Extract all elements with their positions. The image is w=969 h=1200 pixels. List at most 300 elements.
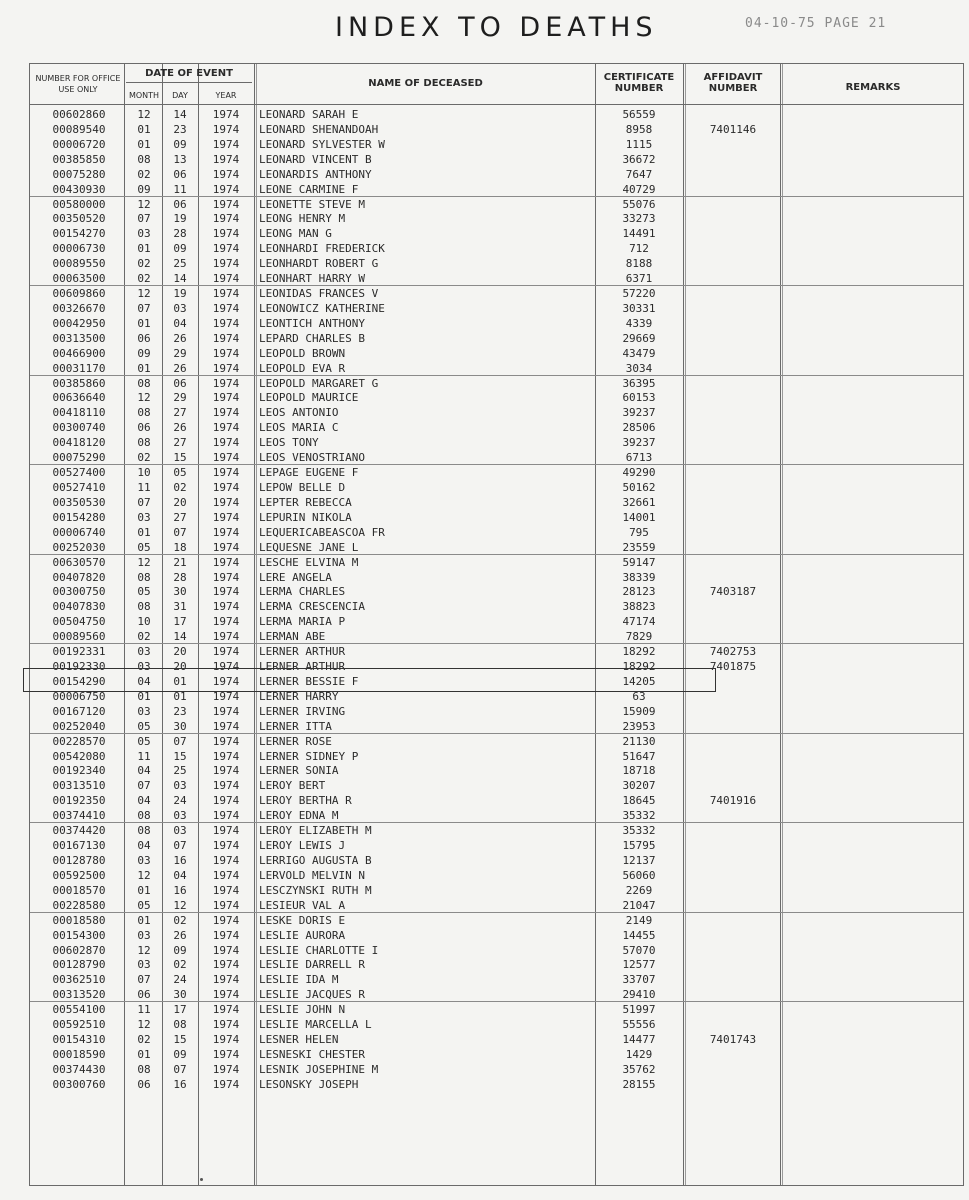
event-month: 02 — [137, 272, 151, 286]
event-month: 04 — [137, 764, 151, 778]
certificate-number: 55076 — [622, 197, 656, 211]
event-day: 29 — [173, 346, 187, 360]
event-month: 08 — [137, 152, 151, 166]
event-year: 1974 — [212, 406, 240, 420]
deceased-name: LEONETTE STEVE M — [259, 197, 365, 211]
event-year: 1974 — [212, 391, 240, 405]
table-row — [30, 868, 963, 883]
event-month: 12 — [137, 868, 151, 882]
event-month: 12 — [137, 108, 151, 121]
deceased-name: LEONIDAS FRANCES V — [259, 287, 379, 301]
certificate-number: 35332 — [622, 809, 656, 823]
certificate-number: 23953 — [622, 719, 656, 733]
certificate-number: 28155 — [622, 1077, 656, 1091]
header-number: NUMBER FOR OFFICE USE ONLY — [35, 74, 121, 94]
event-year: 1974 — [212, 630, 240, 644]
deceased-name: LEPTER REBECCA — [259, 495, 352, 509]
office-number: 00154310 — [52, 1033, 106, 1047]
office-number: 00018580 — [52, 913, 106, 927]
certificate-number: 28506 — [622, 421, 656, 435]
event-day: 23 — [173, 704, 187, 718]
deceased-name: LEONARD SYLVESTER W — [259, 137, 385, 151]
office-number: 00006750 — [52, 689, 106, 703]
deceased-name: LERNER SIDNEY P — [259, 749, 359, 763]
table-row — [30, 599, 963, 614]
certificate-number: 29410 — [622, 988, 656, 1002]
event-year: 1974 — [212, 585, 240, 599]
table-row — [30, 226, 963, 241]
event-year: 1974 — [212, 764, 240, 778]
certificate-number: 6713 — [625, 451, 653, 465]
deceased-name: LESONSKY JOSEPH — [259, 1077, 359, 1091]
event-month: 01 — [137, 137, 151, 151]
certificate-number: 28123 — [622, 585, 656, 599]
event-month: 05 — [137, 734, 151, 748]
event-year: 1974 — [212, 794, 240, 808]
event-year: 1974 — [212, 734, 240, 748]
group-divider — [30, 733, 963, 734]
event-day: 24 — [173, 794, 187, 808]
event-year: 1974 — [212, 600, 240, 614]
event-day: 28 — [173, 570, 187, 584]
table-row — [30, 286, 963, 301]
table-row — [30, 853, 963, 868]
certificate-number: 57220 — [622, 287, 656, 301]
event-month: 08 — [137, 1062, 151, 1076]
event-year: 1974 — [212, 854, 240, 867]
event-month: 06 — [137, 988, 151, 1002]
deceased-name: LEOPOLD BROWN — [259, 346, 346, 360]
table-row — [30, 778, 963, 793]
event-month: 06 — [137, 421, 151, 435]
deceased-name: LERE ANGELA — [259, 570, 332, 584]
table-row — [30, 704, 963, 719]
table-row — [30, 525, 963, 540]
certificate-number: 59147 — [622, 555, 656, 569]
certificate-number: 3034 — [625, 361, 653, 375]
affidavit-number: 7401743 — [709, 1033, 757, 1047]
deceased-name: LEPAGE EUGENE F — [259, 466, 359, 480]
group-divider — [30, 1001, 963, 1002]
table-row — [30, 211, 963, 226]
event-month: 03 — [137, 958, 151, 972]
event-month: 01 — [137, 316, 151, 330]
deceased-name: LEPARD CHARLES B — [259, 331, 365, 345]
deceased-name: LESIEUR VAL A — [259, 898, 346, 912]
deceased-name: LEOPOLD MARGARET G — [259, 376, 379, 390]
event-year: 1974 — [212, 152, 240, 166]
event-year: 1974 — [212, 704, 240, 718]
office-number: 00192350 — [52, 794, 106, 808]
table-row — [30, 957, 963, 972]
event-month: 02 — [137, 257, 151, 271]
event-day: 06 — [173, 376, 187, 390]
deceased-name: LEROY BERT — [259, 779, 326, 793]
table-row — [30, 420, 963, 435]
event-month: 08 — [137, 570, 151, 584]
event-day: 07 — [173, 1062, 187, 1076]
table-row — [30, 1002, 963, 1017]
deceased-name: LERNER ARTHUR — [259, 645, 346, 659]
event-day: 03 — [173, 301, 187, 315]
office-number: 00154290 — [52, 674, 106, 688]
table-row — [30, 137, 963, 152]
event-month: 07 — [137, 212, 151, 226]
office-number: 00128780 — [52, 854, 106, 867]
deceased-name: LEOS ANTONIO — [259, 406, 339, 420]
certificate-number: 50162 — [622, 481, 656, 494]
event-year: 1974 — [212, 749, 240, 763]
table-row — [30, 1017, 963, 1032]
office-number: 00636640 — [52, 391, 106, 405]
office-number: 00006730 — [52, 242, 106, 256]
office-number: 00602870 — [52, 943, 106, 957]
deceased-name: LERMAN ABE — [259, 630, 326, 644]
office-number: 00006740 — [52, 525, 106, 539]
event-month: 03 — [137, 645, 151, 659]
event-day: 29 — [173, 391, 187, 405]
office-number: 00630570 — [52, 555, 106, 569]
event-month: 08 — [137, 376, 151, 390]
affidavit-number: 7402753 — [709, 645, 757, 659]
office-number: 00374420 — [52, 824, 106, 838]
event-year: 1974 — [212, 122, 240, 136]
event-month: 01 — [137, 242, 151, 256]
event-day: 08 — [173, 1018, 187, 1032]
certificate-number: 12577 — [622, 958, 656, 972]
office-number: 00300740 — [52, 421, 106, 435]
event-month: 03 — [137, 704, 151, 718]
table-row — [30, 510, 963, 525]
table-row — [30, 256, 963, 271]
deceased-name: LESLIE MARCELLA L — [259, 1018, 372, 1032]
event-year: 1974 — [212, 227, 240, 241]
deceased-name: LEONHARDT ROBERT G — [259, 257, 379, 271]
event-day: 28 — [173, 227, 187, 241]
event-month: 04 — [137, 674, 151, 688]
certificate-number: 7647 — [625, 167, 653, 181]
certificate-number: 38823 — [622, 600, 656, 614]
event-month: 07 — [137, 301, 151, 315]
certificate-number: 2149 — [625, 913, 653, 927]
deceased-name: LEONARD SHENANDOAH — [259, 122, 379, 136]
table-row — [30, 346, 963, 361]
office-number: 00075290 — [52, 451, 106, 465]
certificate-number: 39237 — [622, 436, 656, 450]
certificate-number: 32661 — [622, 495, 656, 509]
office-number: 00252030 — [52, 540, 106, 554]
event-year: 1974 — [212, 928, 240, 942]
deceased-name: LESLIE JOHN N — [259, 1003, 346, 1017]
certificate-number: 8958 — [625, 122, 653, 136]
event-day: 09 — [173, 1047, 187, 1061]
event-year: 1974 — [212, 973, 240, 987]
event-day: 17 — [173, 1003, 187, 1017]
event-month: 03 — [137, 928, 151, 942]
office-number: 00580000 — [52, 197, 106, 211]
office-number: 00031170 — [52, 361, 106, 375]
office-number: 00192331 — [52, 645, 106, 659]
event-day: 09 — [173, 242, 187, 256]
page-title: INDEX TO DEATHS — [335, 12, 658, 43]
event-year: 1974 — [212, 346, 240, 360]
table-row — [30, 1062, 963, 1077]
event-month: 04 — [137, 794, 151, 808]
table-row — [30, 167, 963, 182]
certificate-number: 30331 — [622, 301, 656, 315]
deceased-name: LEOS VENOSTRIANO — [259, 451, 365, 465]
table-row — [30, 122, 963, 137]
event-month: 10 — [137, 466, 151, 480]
office-number: 00228570 — [52, 734, 106, 748]
deceased-name: LERMA MARIA P — [259, 615, 346, 629]
table-row — [30, 584, 963, 599]
certificate-number: 18718 — [622, 764, 656, 778]
event-year: 1974 — [212, 376, 240, 390]
event-day: 14 — [173, 272, 187, 286]
event-year: 1974 — [212, 167, 240, 181]
office-number: 00313510 — [52, 779, 106, 793]
event-day: 04 — [173, 868, 187, 882]
deceased-name: LERNER BESSIE F — [259, 674, 359, 688]
deceased-name: LEROY ELIZABETH M — [259, 824, 372, 838]
event-year: 1974 — [212, 570, 240, 584]
group-divider — [30, 912, 963, 913]
certificate-number: 57070 — [622, 943, 656, 957]
event-day: 09 — [173, 137, 187, 151]
office-number: 00018570 — [52, 883, 106, 897]
event-day: 14 — [173, 630, 187, 644]
event-year: 1974 — [212, 1062, 240, 1076]
certificate-number: 51997 — [622, 1003, 656, 1017]
event-day: 03 — [173, 824, 187, 838]
deceased-name: LERVOLD MELVIN N — [259, 868, 365, 882]
table-row — [30, 450, 963, 465]
certificate-number: 2269 — [625, 883, 653, 897]
event-month: 01 — [137, 361, 151, 375]
office-number: 00407830 — [52, 600, 106, 614]
office-number: 00228580 — [52, 898, 106, 912]
event-day: 30 — [173, 988, 187, 1002]
event-day: 04 — [173, 316, 187, 330]
certificate-number: 18292 — [622, 645, 656, 659]
event-day: 06 — [173, 197, 187, 211]
event-month: 01 — [137, 1047, 151, 1061]
event-day: 18 — [173, 540, 187, 554]
certificate-number: 30207 — [622, 779, 656, 793]
group-divider — [30, 822, 963, 823]
event-day: 06 — [173, 167, 187, 181]
event-month: 07 — [137, 973, 151, 987]
event-day: 26 — [173, 421, 187, 435]
office-number: 00362510 — [52, 973, 106, 987]
event-year: 1974 — [212, 615, 240, 629]
event-month: 11 — [137, 1003, 151, 1017]
event-day: 21 — [173, 555, 187, 569]
event-year: 1974 — [212, 809, 240, 823]
event-month: 03 — [137, 660, 151, 674]
certificate-number: 29669 — [622, 331, 656, 345]
deceased-name: LESLIE IDA M — [259, 973, 339, 987]
affidavit-number: 7401916 — [709, 794, 757, 808]
event-day: 03 — [173, 779, 187, 793]
office-number: 00374410 — [52, 809, 106, 823]
header-affidavit: AFFIDAVIT NUMBER — [703, 72, 763, 94]
event-month: 10 — [137, 615, 151, 629]
office-number: 00385860 — [52, 376, 106, 390]
header-month: MONTH — [128, 91, 160, 100]
table-row — [30, 435, 963, 450]
certificate-number: 7829 — [625, 630, 653, 644]
table-row — [30, 614, 963, 629]
office-number: 00350520 — [52, 212, 106, 226]
office-number: 00592500 — [52, 868, 106, 882]
certificate-number: 40729 — [622, 182, 656, 196]
certificate-number: 63 — [632, 689, 646, 703]
event-year: 1974 — [212, 913, 240, 927]
event-month: 05 — [137, 898, 151, 912]
table-row — [30, 331, 963, 346]
deceased-name: LEONARDIS ANTHONY — [259, 167, 372, 181]
event-year: 1974 — [212, 958, 240, 972]
event-month: 08 — [137, 436, 151, 450]
certificate-number: 14477 — [622, 1033, 656, 1047]
table-row — [30, 972, 963, 987]
table-row — [30, 570, 963, 585]
office-number: 00418120 — [52, 436, 106, 450]
event-month: 01 — [137, 525, 151, 539]
event-month: 12 — [137, 287, 151, 301]
deceased-name: LESKE DORIS E — [259, 913, 346, 927]
event-year: 1974 — [212, 272, 240, 286]
event-month: 06 — [137, 331, 151, 345]
event-year: 1974 — [212, 1003, 240, 1017]
certificate-number: 8188 — [625, 257, 653, 271]
event-month: 01 — [137, 122, 151, 136]
event-month: 06 — [137, 1077, 151, 1091]
certificate-number: 14001 — [622, 510, 656, 524]
event-day: 05 — [173, 466, 187, 480]
event-year: 1974 — [212, 495, 240, 509]
group-divider — [30, 643, 963, 644]
office-number: 00374430 — [52, 1062, 106, 1076]
event-month: 08 — [137, 600, 151, 614]
deceased-name: LEONHART HARRY W — [259, 272, 365, 286]
table-row — [30, 555, 963, 570]
certificate-number: 56060 — [622, 868, 656, 882]
deceased-name: LEONTICH ANTHONY — [259, 316, 365, 330]
table-row — [30, 629, 963, 644]
event-year: 1974 — [212, 689, 240, 703]
certificate-number: 18645 — [622, 794, 656, 808]
office-number: 00602860 — [52, 108, 106, 121]
office-number: 00542080 — [52, 749, 106, 763]
deceased-name: LEONOWICZ KATHERINE — [259, 301, 385, 315]
affidavit-number: 7403187 — [709, 585, 757, 599]
table-row — [30, 182, 963, 197]
event-year: 1974 — [212, 481, 240, 494]
table-row — [30, 793, 963, 808]
deceased-name: LEONARD VINCENT B — [259, 152, 372, 166]
event-day: 03 — [173, 809, 187, 823]
event-day: 17 — [173, 615, 187, 629]
event-day: 12 — [173, 898, 187, 912]
deceased-name: LEONE CARMINE F — [259, 182, 359, 196]
deceased-name: LEPURIN NIKOLA — [259, 510, 352, 524]
event-day: 15 — [173, 451, 187, 465]
table-row — [30, 540, 963, 555]
deceased-name: LEONHARDI FREDERICK — [259, 242, 385, 256]
event-day: 02 — [173, 913, 187, 927]
event-year: 1974 — [212, 674, 240, 688]
deceased-name: LERNER IRVING — [259, 704, 346, 718]
table-row — [30, 1047, 963, 1062]
deceased-name: LERMA CHARLES — [259, 585, 346, 599]
event-month: 02 — [137, 630, 151, 644]
table-row — [30, 107, 963, 122]
office-number: 00592510 — [52, 1018, 106, 1032]
office-number: 00313500 — [52, 331, 106, 345]
event-day: 26 — [173, 928, 187, 942]
table-row — [30, 749, 963, 764]
event-month: 01 — [137, 913, 151, 927]
table-row — [30, 763, 963, 778]
event-month: 02 — [137, 451, 151, 465]
event-day: 13 — [173, 152, 187, 166]
event-year: 1974 — [212, 1047, 240, 1061]
event-day: 15 — [173, 1033, 187, 1047]
deceased-name: LERNER HARRY — [259, 689, 339, 703]
event-year: 1974 — [212, 257, 240, 271]
group-divider — [30, 375, 963, 376]
office-number: 00154280 — [52, 510, 106, 524]
event-year: 1974 — [212, 719, 240, 733]
event-month: 03 — [137, 854, 151, 867]
event-year: 1974 — [212, 287, 240, 301]
event-day: 20 — [173, 495, 187, 509]
event-month: 05 — [137, 585, 151, 599]
event-month: 12 — [137, 1018, 151, 1032]
event-month: 08 — [137, 809, 151, 823]
table-row — [30, 898, 963, 913]
office-number: 00430930 — [52, 182, 106, 196]
office-number: 00042950 — [52, 316, 106, 330]
event-day: 02 — [173, 958, 187, 972]
event-year: 1974 — [212, 988, 240, 1002]
office-number: 00167130 — [52, 839, 106, 853]
office-number: 00167120 — [52, 704, 106, 718]
table-row — [30, 495, 963, 510]
certificate-number: 14455 — [622, 928, 656, 942]
deceased-name: LESCHE ELVINA M — [259, 555, 359, 569]
event-month: 12 — [137, 197, 151, 211]
table-row — [30, 913, 963, 928]
event-month: 12 — [137, 943, 151, 957]
table-row — [30, 376, 963, 391]
event-day: 31 — [173, 600, 187, 614]
deceased-name: LESNIK JOSEPHINE M — [259, 1062, 379, 1076]
office-number: 00407820 — [52, 570, 106, 584]
event-day: 24 — [173, 973, 187, 987]
event-year: 1974 — [212, 436, 240, 450]
certificate-number: 39237 — [622, 406, 656, 420]
certificate-number: 56559 — [622, 108, 656, 121]
office-number: 00554100 — [52, 1003, 106, 1017]
event-day: 23 — [173, 122, 187, 136]
event-year: 1974 — [212, 301, 240, 315]
header-remarks: REMARKS — [845, 82, 901, 93]
deceased-name: LERNER ROSE — [259, 734, 332, 748]
